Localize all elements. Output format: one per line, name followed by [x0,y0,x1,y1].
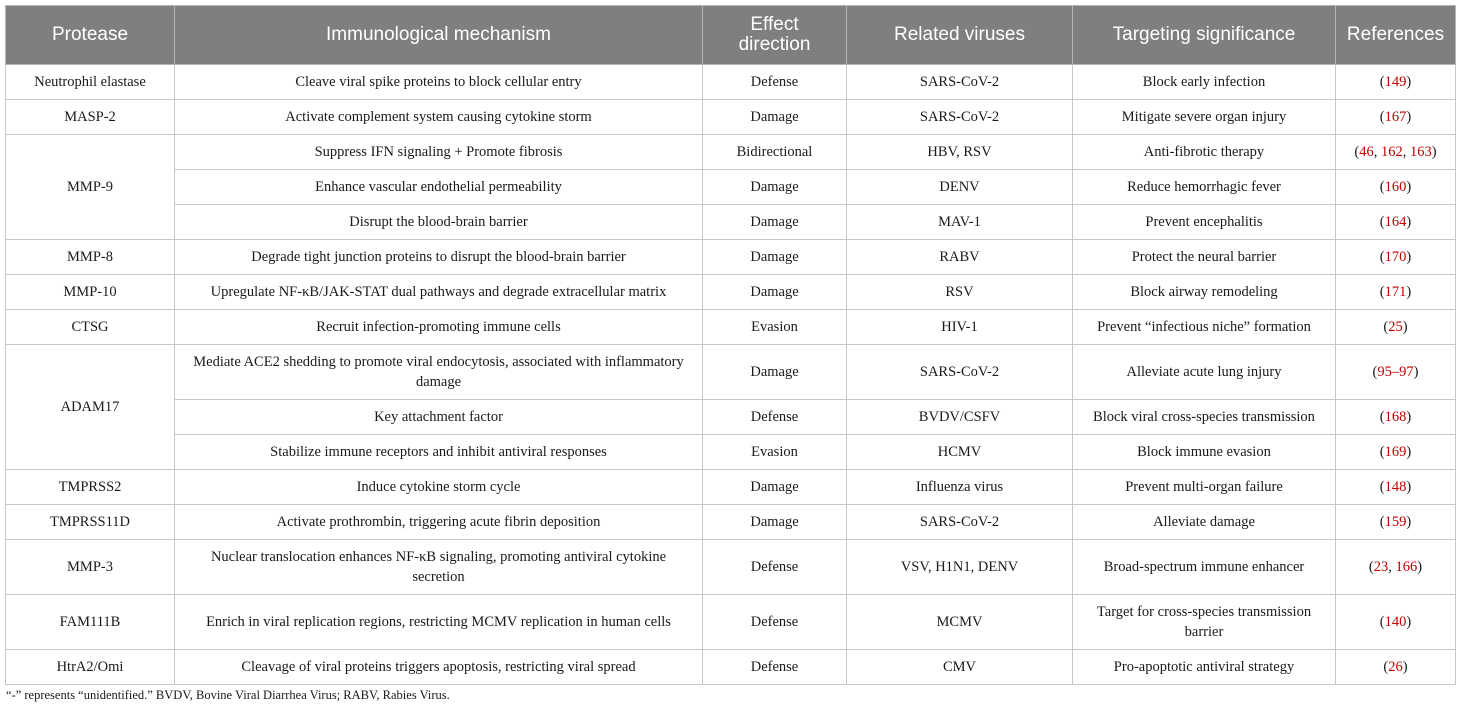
reference-link[interactable]: 159 [1384,514,1407,530]
cell-mechanism: Enhance vascular endothelial permeability [175,170,703,205]
table-row [6,100,1456,135]
cell-targeting-significance: Prevent encephalitis [1073,205,1336,240]
cell-references: (160) [1336,170,1456,205]
header-targeting-significance: Targeting significance [1073,6,1336,65]
cell-mechanism: Nuclear translocation enhances NF-κB signaling, promoting antiviral cytokine secretion [175,540,703,595]
cell-protease: MASP-2 [6,100,175,135]
cell-targeting-significance: Block early infection [1073,65,1336,100]
cell-targeting-significance: Reduce hemorrhagic fever [1073,170,1336,205]
table-row [6,540,1456,595]
cell-references: (168) [1336,400,1456,435]
reference-link[interactable]: 46 [1359,144,1374,160]
cell-mechanism: Enrich in viral replication regions, restricting MCMV replication in human cells [175,595,703,650]
reference-link[interactable]: 149 [1384,74,1407,90]
reference-link[interactable]: 26 [1388,659,1403,675]
cell-related-viruses: Influenza virus [847,470,1073,505]
cell-protease: FAM111B [6,595,175,650]
cell-effect-direction: Defense [703,65,847,100]
cell-related-viruses: MCMV [847,595,1073,650]
cell-effect-direction: Defense [703,400,847,435]
table-row [6,65,1456,100]
cell-protease: HtrA2/Omi [6,650,175,685]
table-row [6,240,1456,275]
cell-related-viruses: BVDV/CSFV [847,400,1073,435]
cell-targeting-significance: Alleviate acute lung injury [1073,345,1336,400]
table-header-row [6,6,1456,65]
cell-references: (169) [1336,435,1456,470]
cell-references: (148) [1336,470,1456,505]
header-protease: Protease [6,6,175,65]
header-mechanism: Immunological mechanism [175,6,703,65]
cell-related-viruses: HIV-1 [847,310,1073,345]
cell-effect-direction: Evasion [703,435,847,470]
table-row [6,345,1456,400]
cell-protease: MMP-8 [6,240,175,275]
cell-protease: ADAM17 [6,345,175,470]
reference-link[interactable]: 95–97 [1377,364,1414,380]
reference-link[interactable]: 168 [1384,409,1407,425]
cell-targeting-significance: Broad-spectrum immune enhancer [1073,540,1336,595]
reference-link[interactable]: 167 [1384,109,1407,125]
table-row [6,595,1456,650]
table-row [6,400,1456,435]
cell-effect-direction: Defense [703,540,847,595]
cell-related-viruses: RSV [847,275,1073,310]
reference-link[interactable]: 164 [1384,214,1407,230]
reference-link[interactable]: 160 [1384,179,1407,195]
cell-mechanism: Suppress IFN signaling + Promote fibrosis [175,135,703,170]
cell-targeting-significance: Prevent multi-organ failure [1073,470,1336,505]
table-row [6,650,1456,685]
cell-references: (95–97) [1336,345,1456,400]
reference-link[interactable]: 162 [1381,144,1403,160]
reference-link[interactable]: 148 [1384,479,1407,495]
table-body [6,65,1456,685]
cell-protease: MMP-10 [6,275,175,310]
cell-related-viruses: SARS-CoV-2 [847,65,1073,100]
cell-related-viruses: SARS-CoV-2 [847,505,1073,540]
cell-effect-direction: Damage [703,470,847,505]
cell-related-viruses: SARS-CoV-2 [847,100,1073,135]
cell-effect-direction: Defense [703,595,847,650]
reference-link[interactable]: 166 [1395,559,1418,575]
cell-targeting-significance: Alleviate damage [1073,505,1336,540]
header-references: References [1336,6,1456,65]
cell-references: (23, 166) [1336,540,1456,595]
cell-effect-direction: Damage [703,505,847,540]
cell-related-viruses: MAV-1 [847,205,1073,240]
cell-mechanism: Cleave viral spike proteins to block cellular entry [175,65,703,100]
cell-protease: CTSG [6,310,175,345]
reference-link[interactable]: 163 [1410,144,1432,160]
reference-link[interactable]: 170 [1384,249,1407,265]
cell-targeting-significance: Block immune evasion [1073,435,1336,470]
cell-references: (171) [1336,275,1456,310]
cell-related-viruses: HCMV [847,435,1073,470]
cell-mechanism: Degrade tight junction proteins to disrupt the blood-brain barrier [175,240,703,275]
cell-references: (170) [1336,240,1456,275]
reference-link[interactable]: 169 [1384,444,1407,460]
cell-targeting-significance: Pro-apoptotic antiviral strategy [1073,650,1336,685]
cell-mechanism: Stabilize immune receptors and inhibit antiviral responses [175,435,703,470]
cell-references: (159) [1336,505,1456,540]
cell-mechanism: Induce cytokine storm cycle [175,470,703,505]
header-related-viruses: Related viruses [847,6,1073,65]
cell-effect-direction: Damage [703,170,847,205]
cell-effect-direction: Damage [703,100,847,135]
table-row [6,310,1456,345]
reference-link[interactable]: 25 [1388,319,1403,335]
cell-targeting-significance: Block airway remodeling [1073,275,1336,310]
cell-effect-direction: Evasion [703,310,847,345]
cell-protease: TMPRSS11D [6,505,175,540]
cell-effect-direction: Damage [703,275,847,310]
protease-table [5,5,1456,685]
cell-effect-direction: Damage [703,205,847,240]
cell-effect-direction: Damage [703,345,847,400]
cell-mechanism: Disrupt the blood-brain barrier [175,205,703,240]
cell-protease: MMP-9 [6,135,175,240]
cell-references: (26) [1336,650,1456,685]
cell-protease: TMPRSS2 [6,470,175,505]
cell-related-viruses: VSV, H1N1, DENV [847,540,1073,595]
table-row [6,275,1456,310]
cell-related-viruses: HBV, RSV [847,135,1073,170]
cell-references: (149) [1336,65,1456,100]
cell-related-viruses: SARS-CoV-2 [847,345,1073,400]
table-row [6,470,1456,505]
cell-effect-direction: Bidirectional [703,135,847,170]
table-row [6,435,1456,470]
cell-references: (164) [1336,205,1456,240]
cell-references: (167) [1336,100,1456,135]
cell-targeting-significance: Mitigate severe organ injury [1073,100,1336,135]
cell-mechanism: Recruit infection-promoting immune cells [175,310,703,345]
cell-mechanism: Mediate ACE2 shedding to promote viral endocytosis, associated with inflammatory damage [175,345,703,400]
reference-link[interactable]: 140 [1384,614,1407,630]
cell-references: (46, 162, 163) [1336,135,1456,170]
cell-targeting-significance: Protect the neural barrier [1073,240,1336,275]
cell-effect-direction: Defense [703,650,847,685]
header-effect-direction: Effect direction [703,6,847,65]
cell-mechanism: Key attachment factor [175,400,703,435]
table-row [6,135,1456,170]
cell-targeting-significance: Target for cross-species transmission barrier [1073,595,1336,650]
cell-effect-direction: Damage [703,240,847,275]
cell-related-viruses: RABV [847,240,1073,275]
cell-related-viruses: CMV [847,650,1073,685]
cell-protease: Neutrophil elastase [6,65,175,100]
reference-link[interactable]: 171 [1384,284,1407,300]
reference-link[interactable]: 23 [1373,559,1389,575]
cell-mechanism: Activate prothrombin, triggering acute fibrin deposition [175,505,703,540]
table-footnote: “-” represents “unidentified.” BVDV, Bovine Viral Diarrhea Virus; RABV, Rabies Virus. [6,688,450,702]
cell-targeting-significance: Block viral cross-species transmission [1073,400,1336,435]
cell-targeting-significance: Anti-fibrotic therapy [1073,135,1336,170]
table-row [6,205,1456,240]
cell-mechanism: Activate complement system causing cytokine storm [175,100,703,135]
cell-protease: MMP-3 [6,540,175,595]
cell-mechanism: Cleavage of viral proteins triggers apoptosis, restricting viral spread [175,650,703,685]
table-row [6,505,1456,540]
cell-references: (25) [1336,310,1456,345]
table-row [6,170,1456,205]
cell-targeting-significance: Prevent “infectious niche” formation [1073,310,1336,345]
cell-references: (140) [1336,595,1456,650]
cell-related-viruses: DENV [847,170,1073,205]
cell-mechanism: Upregulate NF-κB/JAK-STAT dual pathways and degrade extracellular matrix [175,275,703,310]
